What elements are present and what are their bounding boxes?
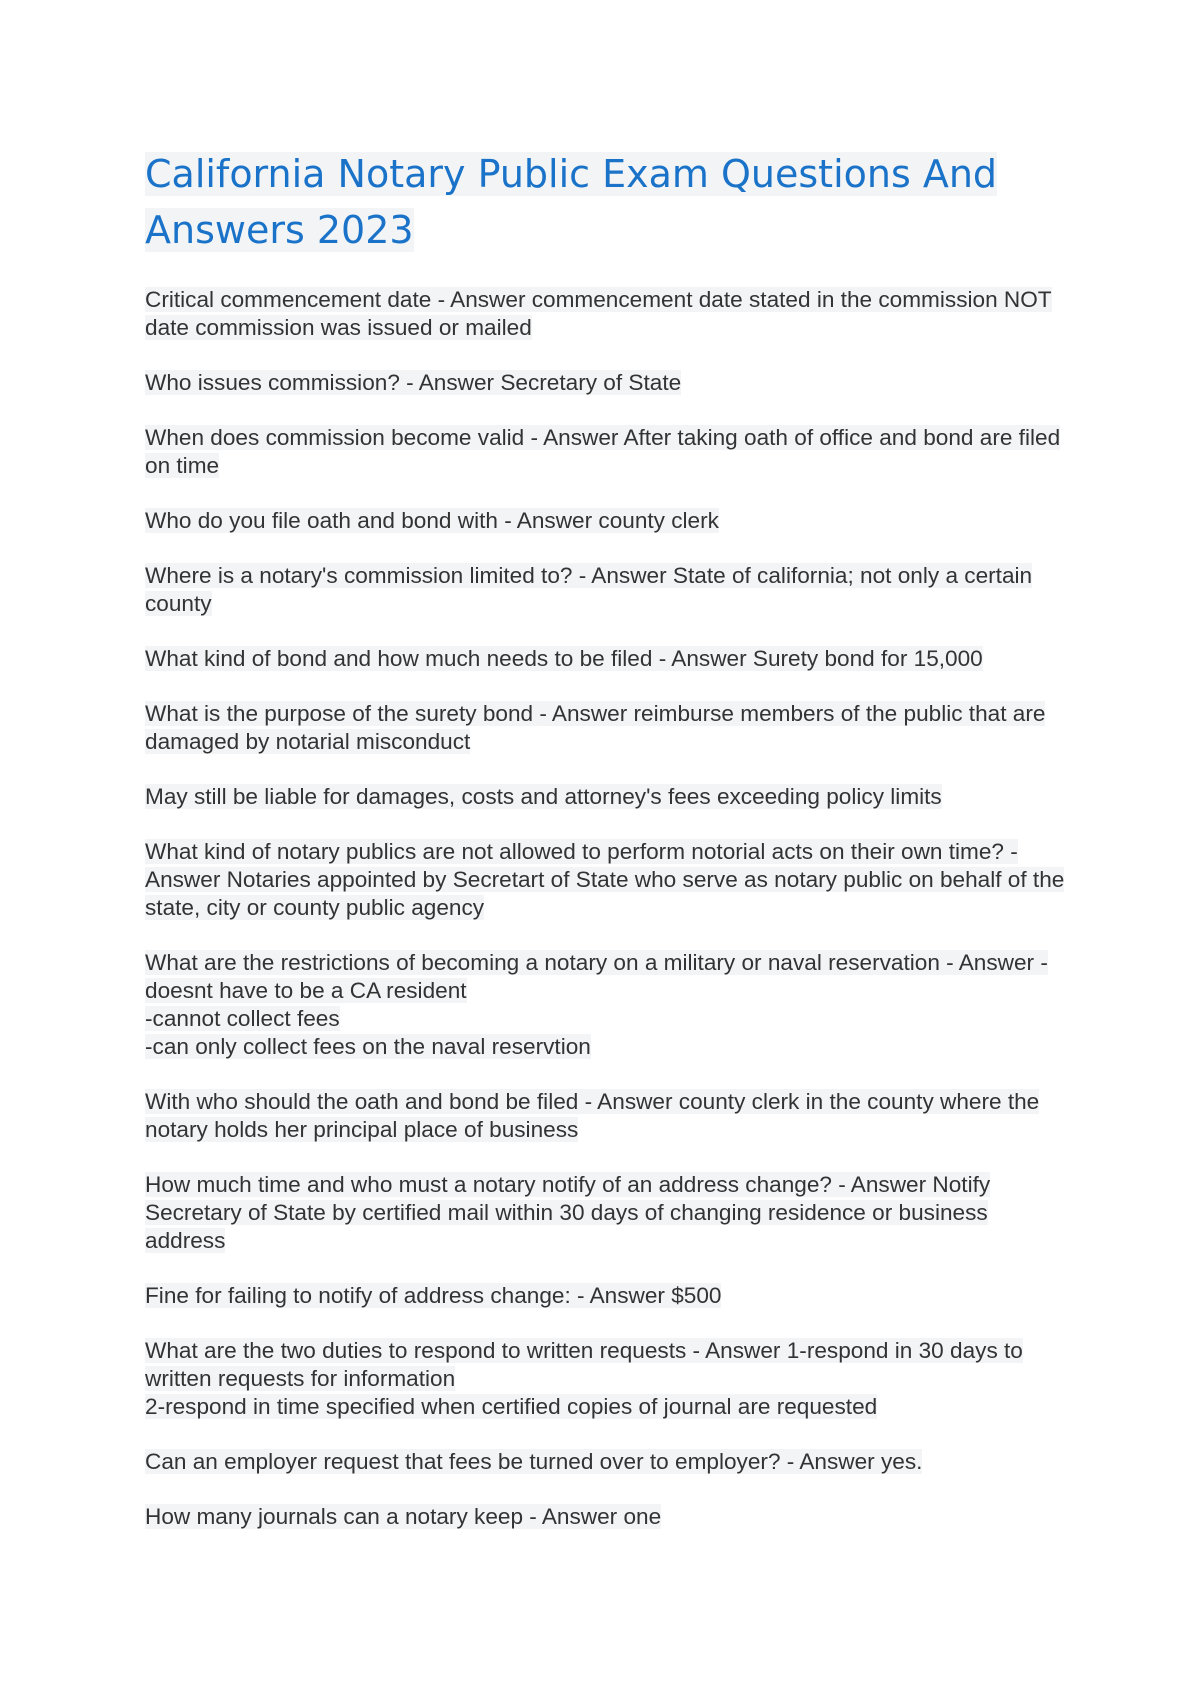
qa-item: How many journals can a notary keep - Answer one (145, 1504, 662, 1529)
qa-item: With who should the oath and bond be filed - Answer county clerk in the county where the notary holds her principal place of business (145, 1089, 1040, 1142)
qa-item: What are the restrictions of becoming a notary on a military or naval reservation - Answer -doesnt have to be a CA resident -cannot collect fees -can only collect fees on the naval reservtion (145, 950, 1048, 1059)
qa-item: What kind of notary publics are not allowed to perform notorial acts on their own time? - Answer Notaries appointed by Secretart of State who serve as notary public on behalf of the state, city or county public agency (145, 839, 1065, 920)
qa-item: Who do you file oath and bond with - Answer county clerk (145, 508, 719, 533)
qa-item: Critical commencement date - Answer commencement date stated in the commission NOT date commission was issued or mailed (145, 287, 1052, 340)
qa-item: What is the purpose of the surety bond - Answer reimburse members of the public that are damaged by notarial misconduct (145, 701, 1046, 754)
qa-item: Fine for failing to notify of address change: - Answer $500 (145, 1283, 722, 1308)
qa-list (145, 286, 1065, 1531)
qa-item: Who issues commission? - Answer Secretary of State (145, 370, 682, 395)
qa-item: What are the two duties to respond to written requests - Answer 1-respond in 30 days to written requests for information 2-respond in time specified when certified copies of journal are requested (145, 1338, 1023, 1419)
document-content (145, 146, 1065, 1558)
qa-item: How much time and who must a notary notify of an address change? - Answer Notify Secretary of State by certified mail within 30 days of changing residence or business address (145, 1172, 991, 1253)
qa-item: What kind of bond and how much needs to be filed - Answer Surety bond for 15,000 (145, 646, 983, 671)
page-title: California Notary Public Exam Questions And Answers 2023 (145, 152, 998, 252)
qa-item: Can an employer request that fees be turned over to employer? - Answer yes. (145, 1449, 923, 1474)
qa-item: Where is a notary's commission limited to? - Answer State of california; not only a certain county (145, 563, 1033, 616)
qa-item: May still be liable for damages, costs and attorney's fees exceeding policy limits (145, 784, 942, 809)
qa-item: When does commission become valid - Answer After taking oath of office and bond are filed on time (145, 425, 1061, 478)
